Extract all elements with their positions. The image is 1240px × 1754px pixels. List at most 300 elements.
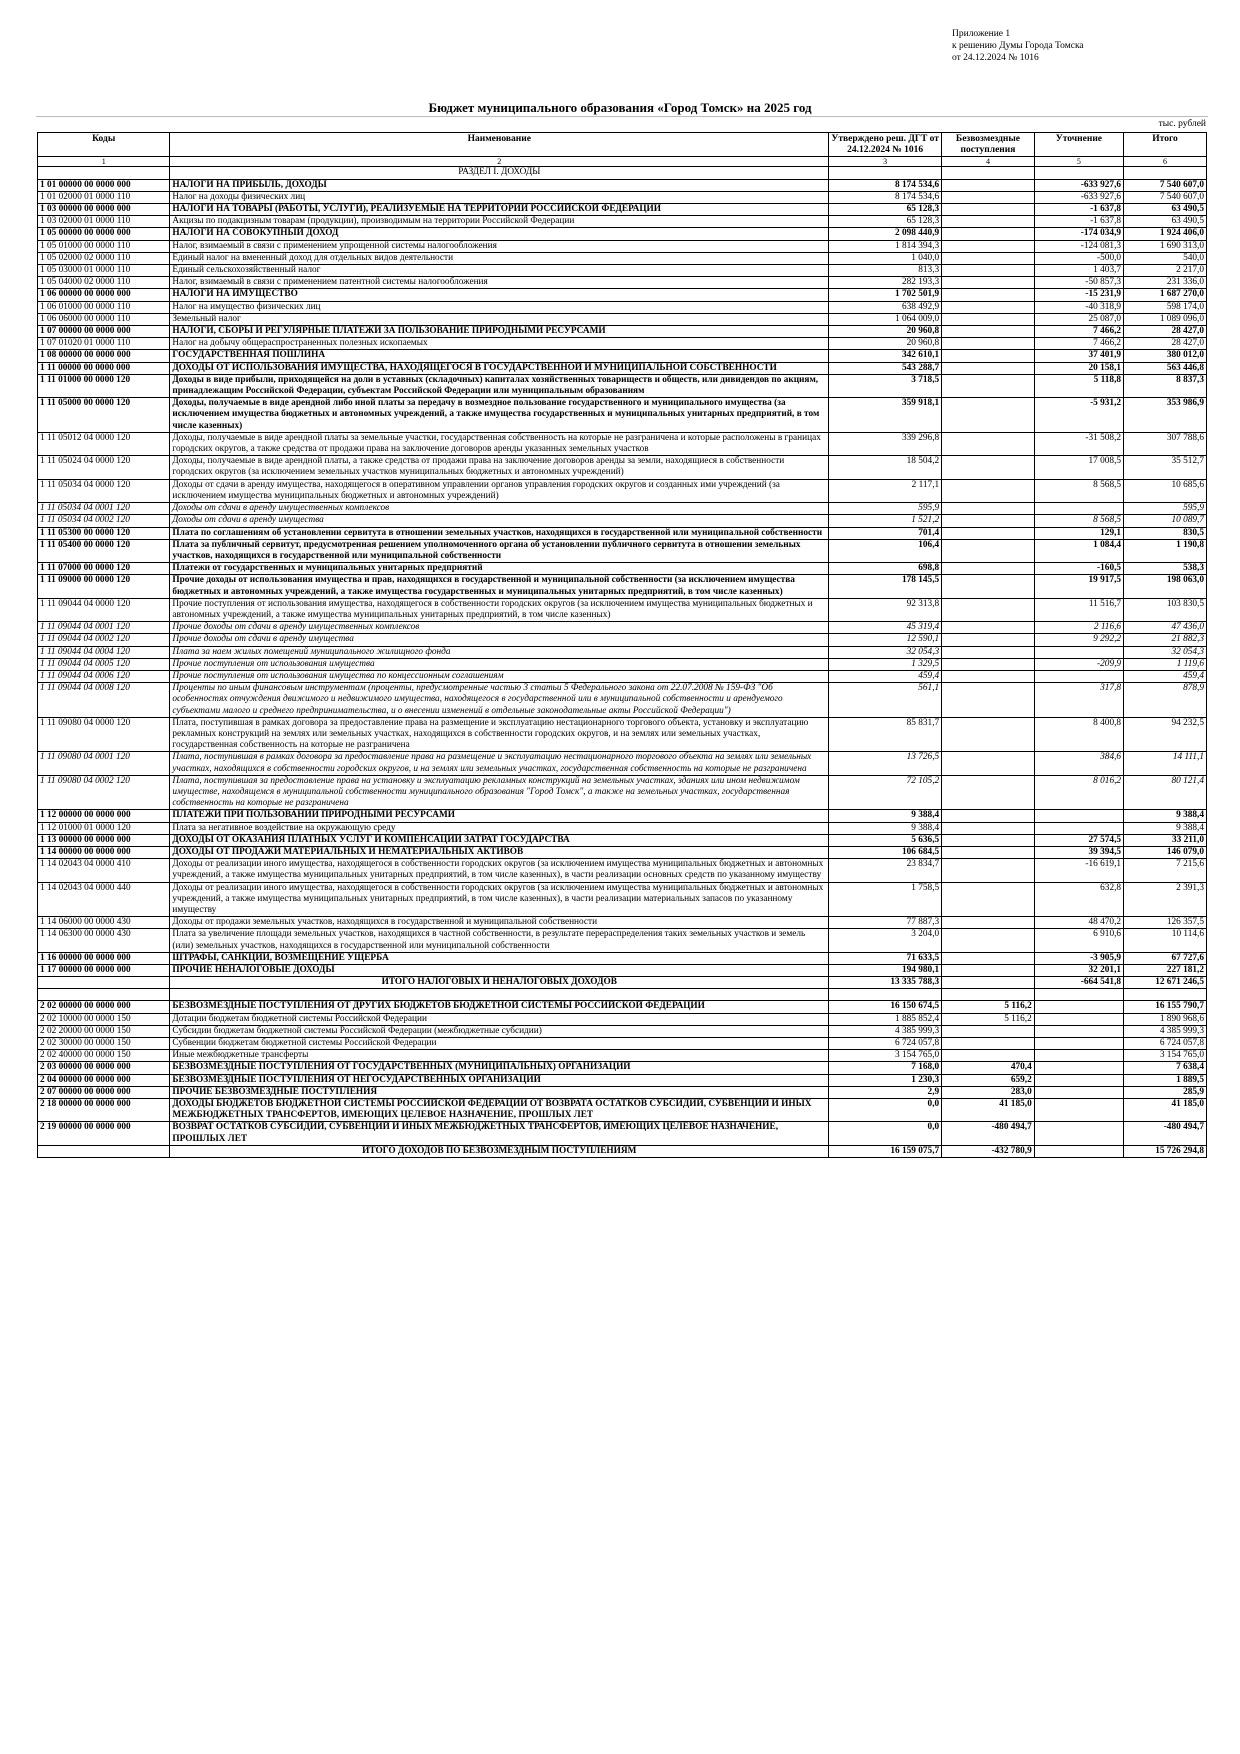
total-value: 14 111,1 <box>1124 752 1207 775</box>
row-code: 1 11 01000 00 0000 120 <box>38 374 170 397</box>
total-value: 103 830,5 <box>1124 598 1207 621</box>
grants-value <box>942 1038 1035 1050</box>
clarification-value <box>1034 989 1123 1001</box>
row-code: 1 14 02043 04 0000 410 <box>38 859 170 882</box>
row-name: Прочие поступления от использования имущества <box>170 658 829 670</box>
grants-value <box>942 952 1035 964</box>
row-code: 1 08 00000 00 0000 000 <box>38 350 170 362</box>
clarification-value: -3 905,9 <box>1034 952 1123 964</box>
row-code: 1 06 06000 00 0000 110 <box>38 313 170 325</box>
approved-value: 543 288,7 <box>829 362 942 374</box>
grants-value <box>942 539 1035 562</box>
total-value: 126 357,5 <box>1124 917 1207 929</box>
approved-value: 638 492,9 <box>829 301 942 313</box>
grants-value <box>942 204 1035 216</box>
clarification-value: -16 619,1 <box>1034 859 1123 882</box>
row-code: 1 11 05034 04 0000 120 <box>38 479 170 502</box>
row-code: 1 11 09080 04 0001 120 <box>38 752 170 775</box>
column-number: 2 <box>170 157 829 167</box>
clarification-value <box>1034 822 1123 834</box>
grants-value <box>942 658 1035 670</box>
budget-table <box>37 132 1207 1158</box>
row-name: Доходы, получаемые в виде арендной платы, а также средства от продажи права на заключение договоров аренды за земли, находящиеся в собственности городских округов (за исключением земельных участков муниципальных бюджетных и автономных учреждений) <box>170 456 829 479</box>
row-name: Доходы от реализации иного имущества, находящегося в собственности городских округов (за исключением имущества муниципальных бюджетных и автономных учреждений, а также имущества муниципальных унитарных предприятий, в том числе казенных), в части реализации материальных запасов по указанному имуществу <box>170 882 829 917</box>
appendix-note <box>952 28 1084 64</box>
row-code: 1 06 00000 00 0000 000 <box>38 289 170 301</box>
table-row <box>38 1038 1207 1050</box>
grants-value <box>942 563 1035 575</box>
table-row <box>38 479 1207 502</box>
total-value: 353 986,9 <box>1124 398 1207 433</box>
table-row <box>38 1025 1207 1037</box>
clarification-value <box>1034 1099 1123 1122</box>
total-row <box>38 977 1207 989</box>
clarification-value: 17 008,5 <box>1034 456 1123 479</box>
total-value: 33 211,0 <box>1124 834 1207 846</box>
total-value: 830,5 <box>1124 527 1207 539</box>
grants-value <box>942 432 1035 455</box>
total-value: 3 154 765,0 <box>1124 1050 1207 1062</box>
row-code: 1 11 09044 04 0002 120 <box>38 634 170 646</box>
grants-value <box>942 882 1035 917</box>
row-name: Доходы от сдачи в аренду имущества, находящегося в оперативном управлении органов управления городских округов и созданных ими учреждений (за исключением имущества муниципальных бюджетных и автономных учреждений) <box>170 479 829 502</box>
row-name: Доходы от реализации иного имущества, находящегося в собственности городских округов (за исключением имущества муниципальных бюджетных и автономных учреждений, а также имущества муниципальных унитарных предприятий, в том числе казенных), в части реализации основных средств по указанному имуществу <box>170 859 829 882</box>
total-value: 9 388,4 <box>1124 822 1207 834</box>
table-row <box>38 929 1207 952</box>
grants-value <box>942 326 1035 338</box>
grants-value <box>942 822 1035 834</box>
approved-value: 32 054,3 <box>829 646 942 658</box>
row-name: Доходы от сдачи в аренду имущественных комплексов <box>170 503 829 515</box>
grants-value <box>942 810 1035 822</box>
row-name: Прочие доходы от использования имущества и прав, находящихся в государственной и муниципальной собственности (за исключением имущества бюджетных и автономных учреждений, а также имущества государственных и муниципальных унитарных предприятий, в том числе казенных) <box>170 575 829 598</box>
table-row <box>38 313 1207 325</box>
table-row <box>38 670 1207 682</box>
approved-value: 16 150 674,5 <box>829 1001 942 1013</box>
approved-value: 71 633,5 <box>829 952 942 964</box>
row-name: ДОХОДЫ ОТ ОКАЗАНИЯ ПЛАТНЫХ УСЛУГ И КОМПЕНСАЦИИ ЗАТРАТ ГОСУДАРСТВА <box>170 834 829 846</box>
row-name: Платежи от государственных и муниципальных унитарных предприятий <box>170 563 829 575</box>
row-name: ДОХОДЫ ОТ ПРОДАЖИ МАТЕРИАЛЬНЫХ И НЕМАТЕРИАЛЬНЫХ АКТИВОВ <box>170 846 829 858</box>
row-code: 1 11 09044 04 0006 120 <box>38 670 170 682</box>
total-value: 7 215,6 <box>1124 859 1207 882</box>
row-name: Единый сельскохозяйственный налог <box>170 265 829 277</box>
row-code: 1 11 07000 00 0000 120 <box>38 563 170 575</box>
header-approved: Утверждено реш. ДГТ от 24.12.2024 № 1016 <box>829 133 942 157</box>
grants-value <box>942 752 1035 775</box>
table-row <box>38 717 1207 752</box>
row-code <box>38 1145 170 1157</box>
approved-value: 92 313,8 <box>829 598 942 621</box>
table-row <box>38 338 1207 350</box>
grants-value <box>942 646 1035 658</box>
grants-value: 41 185,0 <box>942 1099 1035 1122</box>
grants-value <box>942 1025 1035 1037</box>
total-value: 47 436,0 <box>1124 622 1207 634</box>
table-row <box>38 432 1207 455</box>
approved-value: 23 834,7 <box>829 859 942 882</box>
clarification-value <box>1034 1025 1123 1037</box>
grants-value <box>942 167 1035 179</box>
total-value: 1 687 270,0 <box>1124 289 1207 301</box>
total-value: 10 114,6 <box>1124 929 1207 952</box>
row-code: 1 11 05400 00 0000 120 <box>38 539 170 562</box>
approved-value: 1 329,5 <box>829 658 942 670</box>
total-value <box>1124 167 1207 179</box>
table-row <box>38 646 1207 658</box>
row-name: Дотации бюджетам бюджетной системы Российской Федерации <box>170 1013 829 1025</box>
title-divider <box>36 116 1208 117</box>
grants-value <box>942 362 1035 374</box>
grants-value <box>942 350 1035 362</box>
row-name: ШТРАФЫ, САНКЦИИ, ВОЗМЕЩЕНИЕ УЩЕРБА <box>170 952 829 964</box>
row-name: БЕЗВОЗМЕЗДНЫЕ ПОСТУПЛЕНИЯ ОТ ГОСУДАРСТВЕННЫХ (МУНИЦИПАЛЬНЫХ) ОРГАНИЗАЦИЙ <box>170 1062 829 1074</box>
approved-value: 698,8 <box>829 563 942 575</box>
approved-value: 12 590,1 <box>829 634 942 646</box>
table-row <box>38 598 1207 621</box>
table-row <box>38 917 1207 929</box>
clarification-value: -31 508,2 <box>1034 432 1123 455</box>
approved-value: 701,4 <box>829 527 942 539</box>
total-value: 67 727,6 <box>1124 952 1207 964</box>
row-name: Доходы в виде прибыли, приходящейся на доли в уставных (складочных) капиталах хозяйственных товариществ и обществ, или дивидендов по акциям, принадлежащим Российской Федерации, субъектам Российской Федерации или муниципальным образованиям <box>170 374 829 397</box>
clarification-value: 19 917,5 <box>1034 575 1123 598</box>
approved-value: 9 388,4 <box>829 822 942 834</box>
header-name: Наименование <box>170 133 829 157</box>
column-number-row <box>38 157 1207 167</box>
grants-value <box>942 240 1035 252</box>
table-row <box>38 1122 1207 1145</box>
grants-value <box>942 228 1035 240</box>
table-row <box>38 326 1207 338</box>
total-value: 28 427,0 <box>1124 326 1207 338</box>
grants-value: 659,2 <box>942 1074 1035 1086</box>
grants-value <box>942 398 1035 433</box>
row-code: 2 03 00000 00 0000 000 <box>38 1062 170 1074</box>
table-row <box>38 834 1207 846</box>
total-value: 1 924 406,0 <box>1124 228 1207 240</box>
table-row <box>38 989 1207 1001</box>
row-name: НАЛОГИ, СБОРЫ И РЕГУЛЯРНЫЕ ПЛАТЕЖИ ЗА ПОЛЬЗОВАНИЕ ПРИРОДНЫМИ РЕСУРСАМИ <box>170 326 829 338</box>
column-number: 6 <box>1124 157 1207 167</box>
grants-value: -480 494,7 <box>942 1122 1035 1145</box>
total-value: 1 890 968,6 <box>1124 1013 1207 1025</box>
row-code: 1 14 06000 00 0000 430 <box>38 917 170 929</box>
appendix-line: к решению Думы Города Томска <box>952 41 1084 51</box>
total-value: 16 155 790,7 <box>1124 1001 1207 1013</box>
grants-value <box>942 670 1035 682</box>
row-code: 1 16 00000 00 0000 000 <box>38 952 170 964</box>
clarification-value: 27 574,5 <box>1034 834 1123 846</box>
clarification-value: -160,5 <box>1034 563 1123 575</box>
row-name: ДОХОДЫ БЮДЖЕТОВ БЮДЖЕТНОЙ СИСТЕМЫ РОССИЙСКОЙ ФЕДЕРАЦИИ ОТ ВОЗВРАТА ОСТАТКОВ СУБСИДИЙ, СУБВЕНЦИЙ И ИНЫХ МЕЖБЮДЖЕТНЫХ ТРАНСФЕРТОВ, ИМЕЮЩИХ ЦЕЛЕВОЕ НАЗНАЧЕНИЕ, ПРОШЛЫХ ЛЕТ <box>170 1099 829 1122</box>
total-value: 8 837,3 <box>1124 374 1207 397</box>
row-code: 1 03 00000 00 0000 000 <box>38 204 170 216</box>
approved-value: 3 204,0 <box>829 929 942 952</box>
row-code: 1 14 02043 04 0000 440 <box>38 882 170 917</box>
total-value: 41 185,0 <box>1124 1099 1207 1122</box>
clarification-value: 6 910,6 <box>1034 929 1123 952</box>
row-code: 1 05 01000 00 0000 110 <box>38 240 170 252</box>
approved-value: 459,4 <box>829 670 942 682</box>
table-row <box>38 575 1207 598</box>
table-row <box>38 539 1207 562</box>
approved-value: 339 296,8 <box>829 432 942 455</box>
approved-value: 0,0 <box>829 1122 942 1145</box>
grants-value <box>942 575 1035 598</box>
header-grants: Безвозмездные поступления <box>942 133 1035 157</box>
row-code: 1 05 00000 00 0000 000 <box>38 228 170 240</box>
approved-value: 1 040,0 <box>829 252 942 264</box>
row-name: ИТОГО НАЛОГОВЫХ И НЕНАЛОГОВЫХ ДОХОДОВ <box>170 977 829 989</box>
row-code: 2 02 00000 00 0000 000 <box>38 1001 170 1013</box>
row-name: Плата, поступившая в рамках договора за предоставление права на размещение и эксплуатацию нестационарного торгового объекта, установку и эксплуатацию рекламных конструкций на землях или земельных участках, находящихся в собственности городских округов, и на землях или земельных участках, государственная собственность на которые не разграничена <box>170 717 829 752</box>
row-name: Налог, взимаемый в связи с применением патентной системы налогообложения <box>170 277 829 289</box>
clarification-value: 632,8 <box>1034 882 1123 917</box>
approved-value: 561,1 <box>829 683 942 718</box>
row-code: 2 02 10000 00 0000 150 <box>38 1013 170 1025</box>
clarification-value <box>1034 1062 1123 1074</box>
row-name: Доходы, получаемые в виде арендной либо иной платы за передачу в возмездное пользование государственного и муниципального имущества (за исключением имущества бюджетных и автономных учреждений, а также имущества государственных и муниципальных унитарных предприятий, в том числе казенных) <box>170 398 829 433</box>
total-value: 1 889,5 <box>1124 1074 1207 1086</box>
table-row <box>38 350 1207 362</box>
total-value: 540,0 <box>1124 252 1207 264</box>
grants-value: 283,0 <box>942 1086 1035 1098</box>
total-value: 1 089 096,0 <box>1124 313 1207 325</box>
clarification-value: -209,9 <box>1034 658 1123 670</box>
grants-value <box>942 313 1035 325</box>
clarification-value: 25 087,0 <box>1034 313 1123 325</box>
approved-value: 6 724 057,8 <box>829 1038 942 1050</box>
row-code: 1 11 09080 04 0002 120 <box>38 775 170 810</box>
table-row <box>38 859 1207 882</box>
grants-value <box>942 598 1035 621</box>
clarification-value <box>1034 1122 1123 1145</box>
table-row <box>38 965 1207 977</box>
approved-value: 7 168,0 <box>829 1062 942 1074</box>
grants-value <box>942 775 1035 810</box>
table-row <box>38 374 1207 397</box>
clarification-value: 39 394,5 <box>1034 846 1123 858</box>
table-row <box>38 634 1207 646</box>
approved-value: 16 159 075,7 <box>829 1145 942 1157</box>
grants-value <box>942 503 1035 515</box>
total-value: 6 724 057,8 <box>1124 1038 1207 1050</box>
section-row <box>38 167 1207 179</box>
row-name: ВОЗВРАТ ОСТАТКОВ СУБСИДИЙ, СУБВЕНЦИЙ И ИНЫХ МЕЖБЮДЖЕТНЫХ ТРАНСФЕРТОВ, ИМЕЮЩИХ ЦЕЛЕВОЕ НАЗНАЧЕНИЕ, ПРОШЛЫХ ЛЕТ <box>170 1122 829 1145</box>
row-code: 1 07 01020 01 0000 110 <box>38 338 170 350</box>
grants-value <box>942 859 1035 882</box>
row-name: Плата за наем жилых помещений муниципального жилищного фонда <box>170 646 829 658</box>
grants-value <box>942 338 1035 350</box>
column-number: 1 <box>38 157 170 167</box>
total-value: 21 882,3 <box>1124 634 1207 646</box>
table-row <box>38 179 1207 191</box>
row-name: БЕЗВОЗМЕЗДНЫЕ ПОСТУПЛЕНИЯ ОТ НЕГОСУДАРСТВЕННЫХ ОРГАНИЗАЦИЙ <box>170 1074 829 1086</box>
clarification-value <box>1034 1013 1123 1025</box>
grants-value <box>942 929 1035 952</box>
grants-value <box>942 1050 1035 1062</box>
approved-value: 1 064 009,0 <box>829 313 942 325</box>
approved-value: 1 521,2 <box>829 515 942 527</box>
row-code: 1 11 05000 00 0000 120 <box>38 398 170 433</box>
approved-value: 1 702 501,9 <box>829 289 942 301</box>
approved-value: 106,4 <box>829 539 942 562</box>
table-row <box>38 1062 1207 1074</box>
row-name: НАЛОГИ НА СОВОКУПНЫЙ ДОХОД <box>170 228 829 240</box>
total-value: 563 446,8 <box>1124 362 1207 374</box>
grants-value <box>942 989 1035 1001</box>
row-name: Плата за негативное воздействие на окружающую среду <box>170 822 829 834</box>
clarification-value <box>1034 1038 1123 1050</box>
table-row <box>38 277 1207 289</box>
table-row <box>38 683 1207 718</box>
clarification-value: 48 470,2 <box>1034 917 1123 929</box>
approved-value: 3 154 765,0 <box>829 1050 942 1062</box>
row-code: 1 11 09000 00 0000 120 <box>38 575 170 598</box>
row-name: ПРОЧИЕ НЕНАЛОГОВЫЕ ДОХОДЫ <box>170 965 829 977</box>
row-name: НАЛОГИ НА ИМУЩЕСТВО <box>170 289 829 301</box>
approved-value <box>829 167 942 179</box>
total-value: 538,3 <box>1124 563 1207 575</box>
row-name: Единый налог на вмененный доход для отдельных видов деятельности <box>170 252 829 264</box>
row-code: 2 04 00000 00 0000 000 <box>38 1074 170 1086</box>
clarification-value <box>1034 810 1123 822</box>
grants-value <box>942 252 1035 264</box>
grants-value: 5 116,2 <box>942 1001 1035 1013</box>
row-code: 1 05 02000 02 0000 110 <box>38 252 170 264</box>
row-code <box>38 989 170 1001</box>
clarification-value: -1 637,8 <box>1034 204 1123 216</box>
approved-value: 45 319,4 <box>829 622 942 634</box>
clarification-value: 7 466,2 <box>1034 326 1123 338</box>
approved-value: 0,0 <box>829 1099 942 1122</box>
row-name: Доходы, получаемые в виде арендной платы за земельные участки, государственная собственность на которые не разграничена и которые расположены в границах городских округов, а также средства от продажи права на заключение договоров аренды указанных земельных участков <box>170 432 829 455</box>
total-value: 1 690 313,0 <box>1124 240 1207 252</box>
approved-value: 106 684,5 <box>829 846 942 858</box>
clarification-value: 32 201,1 <box>1034 965 1123 977</box>
clarification-value: 5 118,8 <box>1034 374 1123 397</box>
row-code: 1 11 09044 04 0001 120 <box>38 622 170 634</box>
approved-value: 72 105,2 <box>829 775 942 810</box>
table-row <box>38 1013 1207 1025</box>
grants-value <box>942 717 1035 752</box>
total-value: 7 540 607,0 <box>1124 179 1207 191</box>
row-code: 1 11 05012 04 0000 120 <box>38 432 170 455</box>
total-value: 4 385 999,3 <box>1124 1025 1207 1037</box>
approved-value: 8 174 534,6 <box>829 179 942 191</box>
clarification-value: 37 401,9 <box>1034 350 1123 362</box>
grants-value <box>942 191 1035 203</box>
table-row <box>38 1050 1207 1062</box>
total-value: 94 232,5 <box>1124 717 1207 752</box>
approved-value: 282 193,3 <box>829 277 942 289</box>
row-name: Субвенции бюджетам бюджетной системы Российской Федерации <box>170 1038 829 1050</box>
row-name: Субсидии бюджетам бюджетной системы Российской Федерации (межбюджетные субсидии) <box>170 1025 829 1037</box>
row-name: ГОСУДАРСТВЕННАЯ ПОШЛИНА <box>170 350 829 362</box>
total-value: 2 391,3 <box>1124 882 1207 917</box>
table-header-row <box>38 133 1207 157</box>
approved-value: 20 960,8 <box>829 338 942 350</box>
row-code: 1 12 01000 01 0000 120 <box>38 822 170 834</box>
table-row <box>38 752 1207 775</box>
approved-value: 1 230,3 <box>829 1074 942 1086</box>
clarification-value <box>1034 646 1123 658</box>
total-value: 7 540 607,0 <box>1124 191 1207 203</box>
approved-value: 595,9 <box>829 503 942 515</box>
row-code: 1 11 09044 04 0004 120 <box>38 646 170 658</box>
approved-value: 13 726,5 <box>829 752 942 775</box>
clarification-value: 11 516,7 <box>1034 598 1123 621</box>
row-code: 1 14 00000 00 0000 000 <box>38 846 170 858</box>
row-code: 1 11 05024 04 0000 120 <box>38 456 170 479</box>
table-row <box>38 503 1207 515</box>
approved-value: 65 128,3 <box>829 204 942 216</box>
table-row <box>38 822 1207 834</box>
grants-value <box>942 846 1035 858</box>
clarification-value: 1 084,4 <box>1034 539 1123 562</box>
row-name: Плата, поступившая в рамках договора за предоставление права на размещение и эксплуатацию нестационарного торгового объекта на землях или земельных участках, находящихся в собственности городских округов, и на землях или земельных участках, государственная собственность на которые не разграничена <box>170 752 829 775</box>
row-code: 1 11 00000 00 0000 000 <box>38 362 170 374</box>
approved-value: 4 385 999,3 <box>829 1025 942 1037</box>
row-name: ПЛАТЕЖИ ПРИ ПОЛЬЗОВАНИИ ПРИРОДНЫМИ РЕСУРСАМИ <box>170 810 829 822</box>
total-value: 1 190,8 <box>1124 539 1207 562</box>
table-row <box>38 1001 1207 1013</box>
total-value: 12 671 246,5 <box>1124 977 1207 989</box>
approved-value: 18 504,2 <box>829 456 942 479</box>
total-value: 285,9 <box>1124 1086 1207 1098</box>
grants-value: 470,4 <box>942 1062 1035 1074</box>
approved-value: 3 718,5 <box>829 374 942 397</box>
table-row <box>38 810 1207 822</box>
clarification-value <box>1034 1086 1123 1098</box>
table-row <box>38 228 1207 240</box>
row-name: Доходы от сдачи в аренду имущества <box>170 515 829 527</box>
row-code: 1 06 01000 00 0000 110 <box>38 301 170 313</box>
grants-value <box>942 515 1035 527</box>
row-code: 1 13 00000 00 0000 000 <box>38 834 170 846</box>
grants-value <box>942 917 1035 929</box>
clarification-value: -500,0 <box>1034 252 1123 264</box>
approved-value: 359 918,1 <box>829 398 942 433</box>
approved-value: 9 388,4 <box>829 810 942 822</box>
row-code: 1 11 05300 00 0000 120 <box>38 527 170 539</box>
row-name: Иные межбюджетные трансферты <box>170 1050 829 1062</box>
grants-value <box>942 977 1035 989</box>
row-name: Налог на добычу общераспространенных полезных ископаемых <box>170 338 829 350</box>
total-value: 2 217,0 <box>1124 265 1207 277</box>
clarification-value: 1 403,7 <box>1034 265 1123 277</box>
approved-value: 342 610,1 <box>829 350 942 362</box>
clarification-value <box>1034 1145 1123 1157</box>
row-name: НАЛОГИ НА ТОВАРЫ (РАБОТЫ, УСЛУГИ), РЕАЛИЗУЕМЫЕ НА ТЕРРИТОРИИ РОССИЙСКОЙ ФЕДЕРАЦИИ <box>170 204 829 216</box>
table-row <box>38 362 1207 374</box>
table-row <box>38 658 1207 670</box>
grants-value <box>942 374 1035 397</box>
grants-value <box>942 216 1035 228</box>
table-row <box>38 1074 1207 1086</box>
row-name <box>170 989 829 1001</box>
clarification-value: 20 158,1 <box>1034 362 1123 374</box>
table-row <box>38 265 1207 277</box>
approved-value: 13 335 788,3 <box>829 977 942 989</box>
budget-table-body <box>38 167 1207 1158</box>
approved-value: 85 831,7 <box>829 717 942 752</box>
row-code: 1 12 00000 00 0000 000 <box>38 810 170 822</box>
total-value: 878,9 <box>1124 683 1207 718</box>
row-name: ИТОГО ДОХОДОВ ПО БЕЗВОЗМЕЗДНЫМ ПОСТУПЛЕНИЯМ <box>170 1145 829 1157</box>
clarification-value: 384,6 <box>1034 752 1123 775</box>
